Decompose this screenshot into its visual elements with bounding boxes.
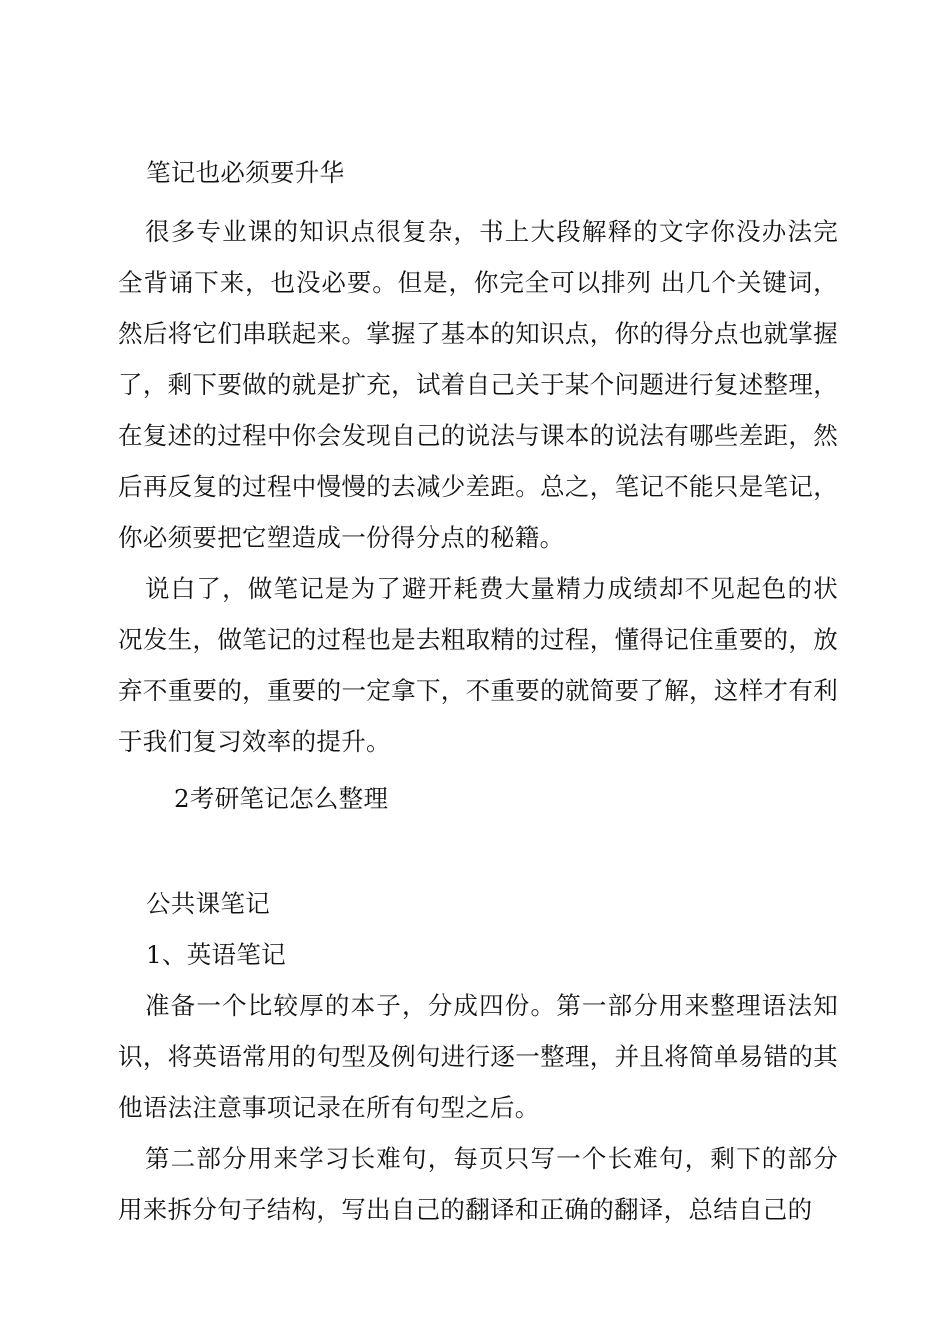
paragraph-keywords: 很多专业课的知识点很复杂，书上大段解释的文字你没办法完全背诵下来，也没必要。但是，你完全可以排列 出几个关键词，然后将它们串联起来。掌握了基本的知识点，你的得分点也就掌握了，剩下要做的就是扩充，试着自己关于某个问题进行复述整理，在复述的过程中你会发现自己的说法与课本的说法有哪些差距，然后再反复的过程中慢慢的去减少差距。总之，笔记不能只是笔记，你必须要把它塑造成一份得分点的秘籍。 xyxy=(118,217,838,552)
paragraph-notebook-setup: 准备一个比较厚的本子，分成四份。第一部分用来整理语法知识，将英语常用的句型及例句进行逐一整理，并且将简单易错的其他语法注意事项记录在所有句型之后。 xyxy=(118,991,838,1122)
document-body xyxy=(118,147,838,1235)
heading-notes-sublimation: 笔记也必须要升华 xyxy=(146,158,345,187)
paragraph-long-sentences: 第二部分用来学习长难句，每页只写一个长难句，剩下的部分用来拆分句子结构，写出自己的翻译和正确的翻译，总结自己的 xyxy=(118,1144,838,1224)
heading-public-course-notes: 公共课笔记 xyxy=(146,889,270,918)
heading-english-notes: 1、英语笔记 xyxy=(146,940,286,969)
paragraph-purpose: 说白了，做笔记是为了避开耗费大量精力成绩却不见起色的状况发生，做笔记的过程也是去粗取精的过程，懂得记住重要的，放弃不重要的，重要的一定拿下，不重要的就简要了解，这样才有利于我们复习效率的提升。 xyxy=(118,574,838,756)
section-title-organize-notes: 2考研笔记怎么整理 xyxy=(174,784,389,813)
